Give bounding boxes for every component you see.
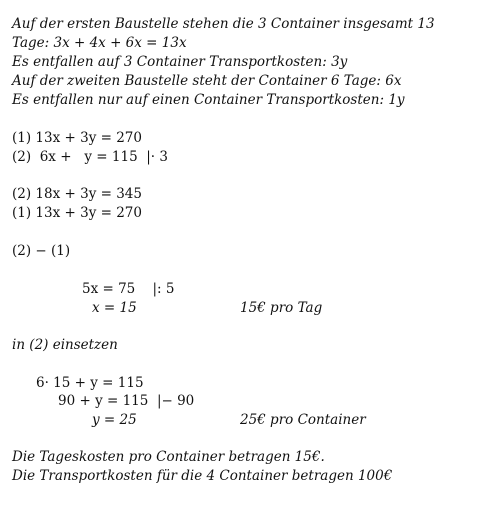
intro-line-2: Tage: 3x + 4x + 6x = 13x	[12, 35, 187, 51]
intro-line-3: Es entfallen auf 3 Container Transportkosten: 3y	[12, 54, 348, 70]
equation-1: (1) 13x + 3y = 270	[12, 130, 142, 146]
x-result-label: 15€ pro Tag	[240, 300, 323, 316]
conclusion-line-1: Die Tageskosten pro Container betragen 15€.	[12, 449, 325, 465]
substitute-step-2: 90 + y = 115 |− 90	[58, 393, 195, 409]
equation-2: (2) 6x + y = 115 |· 3	[12, 149, 168, 165]
subtraction-step: (2) − (1)	[12, 243, 71, 259]
intro-line-1: Auf der ersten Baustelle stehen die 3 Container insgesamt 13	[12, 16, 435, 32]
x-result: x = 15	[92, 300, 137, 316]
equation-2-scaled: (2) 18x + 3y = 345	[12, 186, 142, 202]
solve-x-step: 5x = 75 |: 5	[82, 281, 175, 297]
substitute-step-1: 6· 15 + y = 115	[36, 375, 144, 391]
intro-line-4: Auf der zweiten Baustelle steht der Container 6 Tage: 6x	[12, 73, 402, 89]
conclusion-line-2: Die Transportkosten für die 4 Container betragen 100€	[12, 468, 393, 484]
intro-line-5: Es entfallen nur auf einen Container Transportkosten: 1y	[12, 92, 405, 108]
equation-1-repeat: (1) 13x + 3y = 270	[12, 205, 142, 221]
y-result: y = 25	[92, 412, 137, 428]
y-result-label: 25€ pro Container	[240, 412, 366, 428]
substitute-heading: in (2) einsetzen	[12, 337, 118, 353]
